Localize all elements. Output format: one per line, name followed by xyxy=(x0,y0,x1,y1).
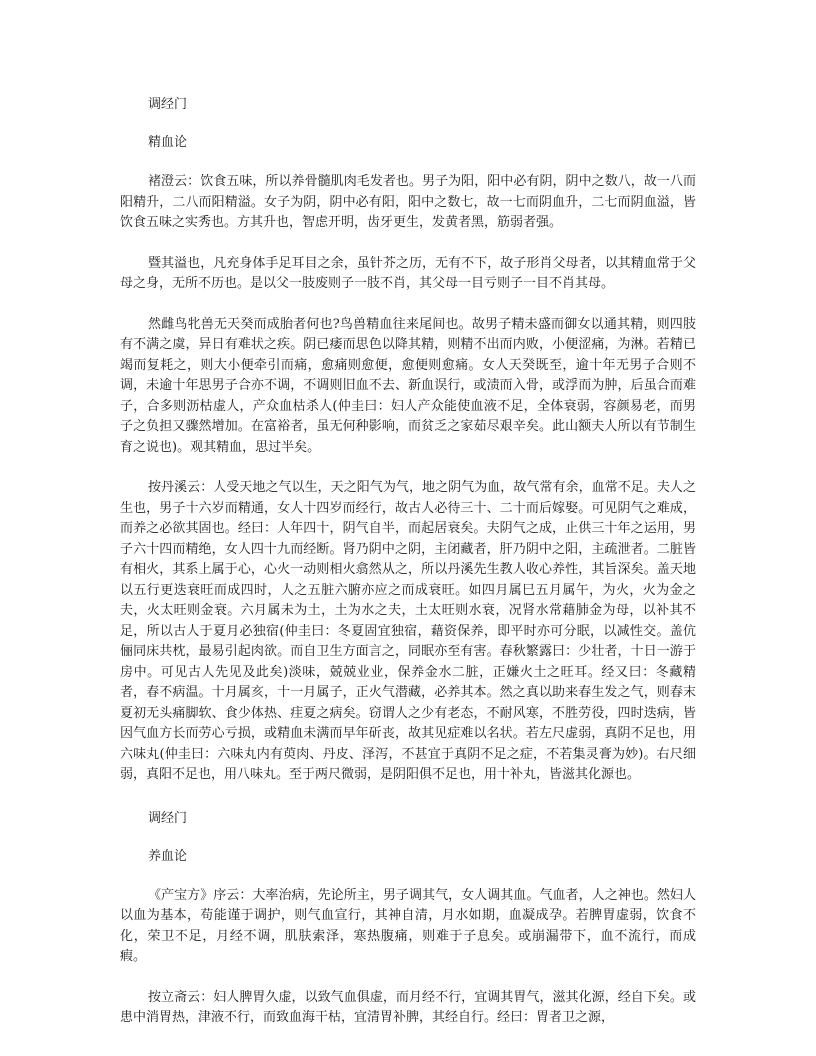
paragraph: 暨其溢也，凡充身体手足耳目之余，虽针芥之历，无有不下，故子形肖父母者，以其精血常于父母之身，无所不历也。是以父一肢废则子一肢不肖，其父母一目亏则子一目不肖其母。 xyxy=(120,255,696,291)
paragraph: 褚澄云：饮食五味，所以养骨髓肌肉毛发者也。男子为阳，阳中必有阴，阴中之数八，故一八而阳精升，二八而阳精溢。女子为阴，阴中必有阳，阳中之数七，故一七而阴血升，二七而阴血溢，皆饮食五味之实秀也。方其升也，智虑开明，齿牙更生，发黄者黑，筋弱者强。 xyxy=(120,174,696,230)
section-title: 养血论 xyxy=(148,848,188,864)
section-category: 调经门 xyxy=(148,97,188,112)
paragraph: 然雌鸟牝兽无天癸而成胎者何也?鸟兽精血往来尾间也。故男子精未盛而御女以通其精，则四肢有不满之虞，异日有难状之疾。阴已痿而思色以降其精，则精不出而内败，小便涩痛，为淋。若精已竭而复耗之，则大小便牵引而痛，愈痛则愈便，愈便则愈痛。女人天癸既至，逾十年无男子合则不调，未逾十年思男子合亦不调，不调则旧血不去、新血误行，或渍而入骨，或浮而为肿，后虽合而难子，合多则沥枯虚人，产众血枯杀人(仲圭曰：妇人产众能使血液不足，全体衰弱，容颜易老，而男子之负担又骤然增加。在富裕者，虽无何种影响，而贫乏之家茹尽艰辛矣。此山额夫人所以有节制生育之说也)。观其精血，思过半矣。 xyxy=(120,316,696,455)
section-title: 精血论 xyxy=(148,135,188,150)
paragraph: 按丹溪云：人受天地之气以生，天之阳气为气，地之阴气为血，故气常有余，血常不足。夫人之生也，男子十六岁而精通，女人十四岁而经行，故古人必待三十、二十而后嫁娶。可见阴气之难成，而养之必欲其固也。经曰：人年四十，阴气自半，而起居衰矣。夫阴气之成，止供三十年之运用，男子六十四而精绝，女人四十九而经断。肾乃阴中之阴，主闭藏者，肝乃阴中之阳，主疏泄者。二脏皆有相火，其系上属于心，心火一动则相火翕然从之，所以丹溪先生教人收心养性，其旨深矣。盖天地以五行更迭衰旺而成四时，人之五脏六腑亦应之而成衰旺。如四月属巳五月属午，为火，火为金之夫，火太旺则金衰。六月属未为土，土为水之夫，土太旺则水衰，况肾水常藉肺金为母，以补其不足，所以古人于夏月必独宿(仲圭曰：冬夏固宜独宿，藉资保养，即平时亦可分眠，以减性交。盖伉俪同床共枕，最易引起肉欲。而自卫生方面言之，同眠亦至有害。春秋繁露曰：少壮者，十日一游于房中。可见古人先见及此矣)淡味，兢兢业业，保养金水二脏，正嫌火土之旺耳。经又曰：冬藏精者，春不病温。十月属亥，十一月属子，正火气潜藏，必养其本。然之真以助来春生发之气，则春末夏初无头痛脚软、食少体热、疰夏之病矣。窃谓人之少有老态，不耐风寒，不胜劳役，四时迭病，皆因气血方长而劳心亏损，或精血未满而早年斫丧，故其见症难以名状。若左尺虚弱，真阴不足也，用六味丸(仲圭曰：六味丸内有萸肉、丹皮、泽泻，不甚宜于真阴不足之症，不若集灵膏为妙)。右尺细弱，真阳不足也，用八味丸。至于两尺微弱，是阴阳俱不足也，用十补丸，皆滋其化源也。 xyxy=(120,480,696,782)
paragraph: 《产宝方》序云：大率治病，先论所主，男子调其气，女人调其血。气血者，人之神也。然妇人以血为基本，苟能谨于调护，则气血宣行，其神自清，月水如期，血凝成孕。若脾胃虚弱，饮食不化，荣卫不足，月经不调，肌肤索泽，寒热腹痛，则难于子息矣。或崩漏带下，血不流行，而成 瘕。 xyxy=(120,887,696,964)
section-category: 调经门 xyxy=(148,810,188,826)
paragraph: 按立斋云：妇人脾胃久虚，以致气血俱虚，而月经不行，宜调其胃气，滋其化源，经自下矣。或患中消胃热，津液不行，而致血海干枯，宜清胃补脾，其经自行。经曰：胃者卫之源， xyxy=(120,989,696,1025)
